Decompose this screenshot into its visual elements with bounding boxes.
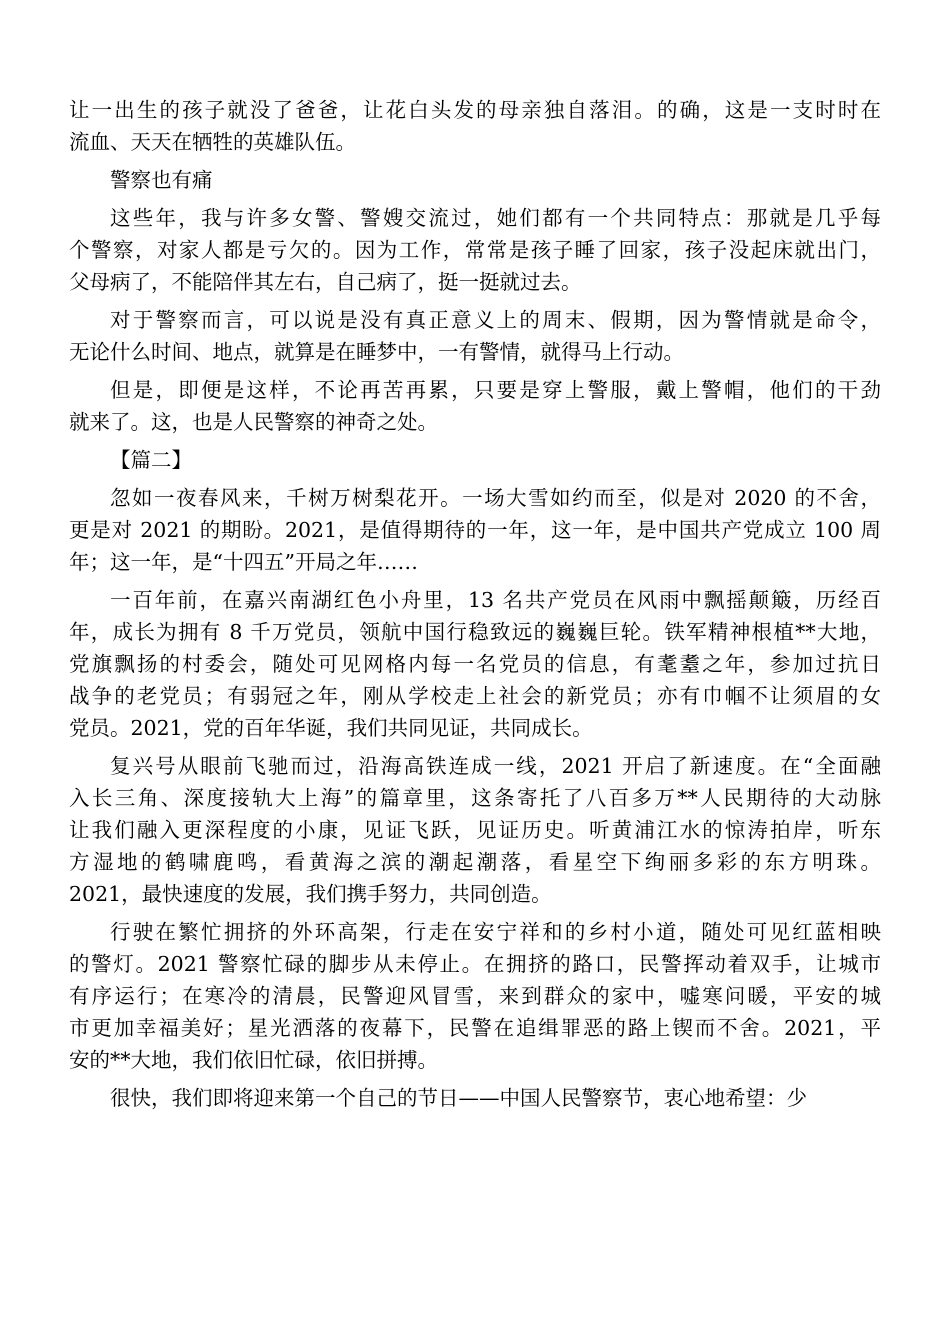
text-line: 无论什么时间、地点，就算是在睡梦中，一有警情，就得马上行动。 [69,340,684,364]
paragraph-p10 [69,1082,881,1114]
text-line: 的警灯。2021 警察忙碌的脚步从未停止。在拥挤的路口，民警挥动着双手，让城市 [69,952,881,976]
paragraph-p3 [69,304,881,368]
text-line: 入长三角、深度接轨大上海”的篇章里，这条寄托了八百多万**人民期待的大动脉 [69,786,881,810]
text-line: 行驶在繁忙拥挤的外环高架，行走在安宁祥和的乡村小道，随处可见红蓝相映 [110,920,881,944]
paragraph-p1 [69,164,881,196]
text-line: 但是，即便是这样，不论再苦再累，只要是穿上警服，戴上警帽，他们的干劲 [110,378,881,402]
text-line: 安的**大地，我们依旧忙碌，依旧拼搏。 [69,1048,438,1072]
paragraph-p9 [69,916,881,1076]
text-line: 党员。2021，党的百年华诞，我们共同见证，共同成长。 [69,716,593,740]
text-line: 很快，我们即将迎来第一个自己的节日——中国人民警察节，衷心地希望：少 [110,1086,807,1110]
text-line: 让我们融入更深程度的小康，见证飞跃，见证历史。听黄浦江水的惊涛拍岸，听东 [69,818,881,842]
paragraph-p7 [69,584,881,744]
text-line: 更是对 2021 的期盼。2021，是值得期待的一年，这一年，是中国共产党成立 100 周 [69,518,881,542]
text-line: 复兴号从眼前飞驰而过，沿海高铁连成一线，2021 开启了新速度。在“全面融 [110,754,881,778]
text-line: 对于警察而言，可以说是没有真正意义上的周末、假期，因为警情就是命令， [110,308,881,332]
text-line: 这些年，我与许多女警、警嫂交流过，她们都有一个共同特点：那就是几乎每 [110,206,881,230]
text-line: 让一出生的孩子就没了爸爸，让花白头发的母亲独自落泪。的确，这是一支时时在 [69,98,881,122]
text-line: 方湿地的鹤啸鹿鸣，看黄海之滨的潮起潮落，看星空下绚丽多彩的东方明珠。 [69,850,881,874]
text-line: 战争的老党员；有弱冠之年，刚从学校走上社会的新党员；亦有巾帼不让须眉的女 [69,684,881,708]
text-line: 忽如一夜春风来，千树万树梨花开。一场大雪如约而至，似是对 2020 的不舍， [110,486,881,510]
document-body [69,94,881,1120]
text-line: 流血、天天在牺牲的英雄队伍。 [69,130,356,154]
paragraph-p8 [69,750,881,910]
paragraph-p0 [69,94,881,158]
paragraph-p5 [69,444,881,476]
text-line: 就来了。这，也是人民警察的神奇之处。 [69,410,438,434]
text-line: 父母病了，不能陪伴其左右，自己病了，挺一挺就过去。 [69,270,582,294]
text-line: 党旗飘扬的村委会，随处可见网格内每一名党员的信息，有耄耋之年，参加过抗日 [69,652,881,676]
text-line: 有序运行；在寒冷的清晨，民警迎风冒雪，来到群众的家中，嘘寒问暖，平安的城 [69,984,881,1008]
text-line: 2021，最快速度的发展，我们携手努力，共同创造。 [69,882,552,906]
text-line: 个警察，对家人都是亏欠的。因为工作，常常是孩子睡了回家，孩子没起床就出门， [69,238,881,262]
text-line: 【篇二】 [110,448,192,472]
text-line: 市更加幸福美好；星光洒落的夜幕下，民警在追缉罪恶的路上锲而不舍。2021，平 [69,1016,881,1040]
paragraph-p4 [69,374,881,438]
paragraph-p6 [69,482,881,578]
text-line: 年；这一年，是“十四五”开局之年…… [69,550,418,574]
text-line: 一百年前，在嘉兴南湖红色小舟里，13 名共产党员在风雨中飘摇颠簸，历经百 [110,588,881,612]
text-line: 年，成长为拥有 8 千万党员，领航中国行稳致远的巍巍巨轮。铁军精神根植**大地， [69,620,881,644]
text-line: 警察也有痛 [110,168,213,192]
paragraph-p2 [69,202,881,298]
